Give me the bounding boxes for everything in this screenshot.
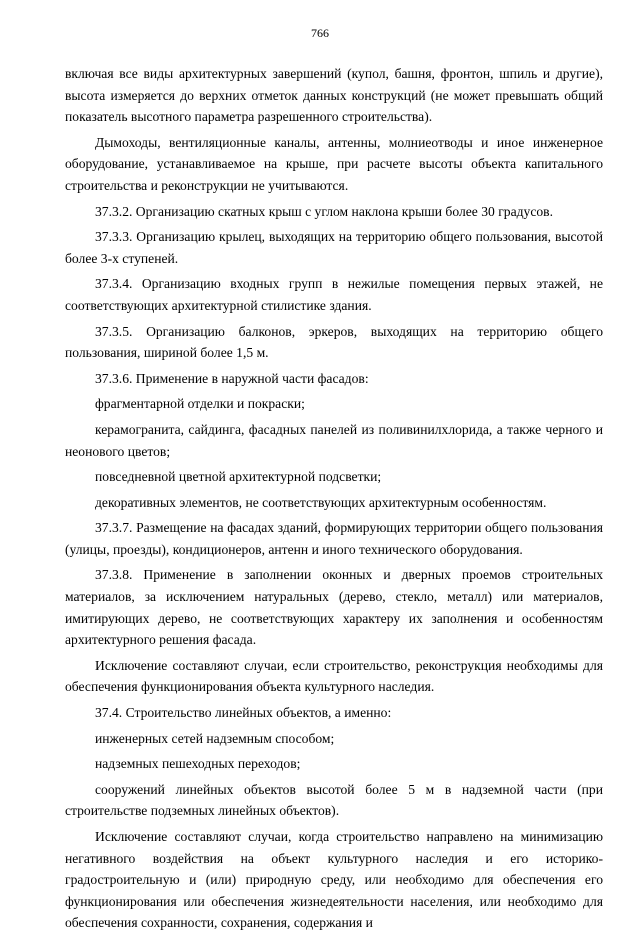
paragraph: повседневной цветной архитектурной подсветки; [95,469,382,485]
paragraph: 37.3.2. Организацию скатных крыш с углом наклона крыши более 30 градусов. [95,203,553,219]
document-body [65,63,603,934]
paragraph: 37.3.8. Применение в заполнении оконных и дверных проемов строительных материалов, за исключением натуральных (дерево, стекло, металл) или материалов, имитирующих дерево, не соответствующих характеру их заполнения и особенностям архитектурного решения фасада. [65,567,603,648]
paragraph: Исключение составляют случаи, если строительство, реконструкция необходимы для обеспечения функционирования объекта культурного наследия. [65,657,603,695]
paragraph: сооружений линейных объектов высотой более 5 м в надземной части (при строительстве подземных линейных объектов). [65,781,603,819]
page-number: 766 [311,26,329,40]
paragraph: надземных пешеходных переходов; [95,756,301,772]
paragraph: декоративных элементов, не соответствующих архитектурным особенностям. [95,494,547,510]
paragraph: Исключение составляют случаи, когда строительство направлено на минимизацию негативного воздействия на объект культурного наследия и его историко-градостроительную и (или) природную среду, или необходимо для обеспечения его функционирования или обеспечения жизнедеятельности населения, или необходимо для обеспечения сохранности, сохранения, содержания и [65,829,603,931]
paragraph: 37.4. Строительство линейных объектов, а именно: [95,705,392,721]
paragraph: 37.3.3. Организацию крылец, выходящих на территорию общего пользования, высотой более 3-х ступеней. [65,229,603,266]
paragraph: керамогранита, сайдинга, фасадных панелей из поливинилхлорида, а также черного и неонового цветов; [65,421,603,459]
paragraph: 37.3.6. Применение в наружной части фасадов: [95,370,369,386]
paragraph: 37.3.7. Размещение на фасадах зданий, формирующих территории общего пользования (улицы, проезды), кондиционеров, антенн и иного технического оборудования. [65,520,603,557]
paragraph: 37.3.4. Организацию входных групп в нежилые помещения первых этажей, не соответствующих архитектурной стилистике здания. [65,276,603,313]
paragraph: инженерных сетей надземным способом; [95,730,335,746]
paragraph: включая все виды архитектурных завершений (купол, башня, фронтон, шпиль и другие), высота измеряется до верхних отметок данных конструкций (не может превышать общий показатель высотного параметра разрешенного строительства). [65,66,603,125]
paragraph: фрагментарной отделки и покраски; [95,396,305,412]
paragraph: Дымоходы, вентиляционные каналы, антенны, молниеотводы и иное инженерное оборудование, устанавливаемое на крыше, при расчете высоты объекта капитального строительства и реконструкции не учитываются. [65,134,603,193]
paragraph: 37.3.5. Организацию балконов, эркеров, выходящих на территорию общего пользования, шириной более 1,5 м. [65,323,603,361]
